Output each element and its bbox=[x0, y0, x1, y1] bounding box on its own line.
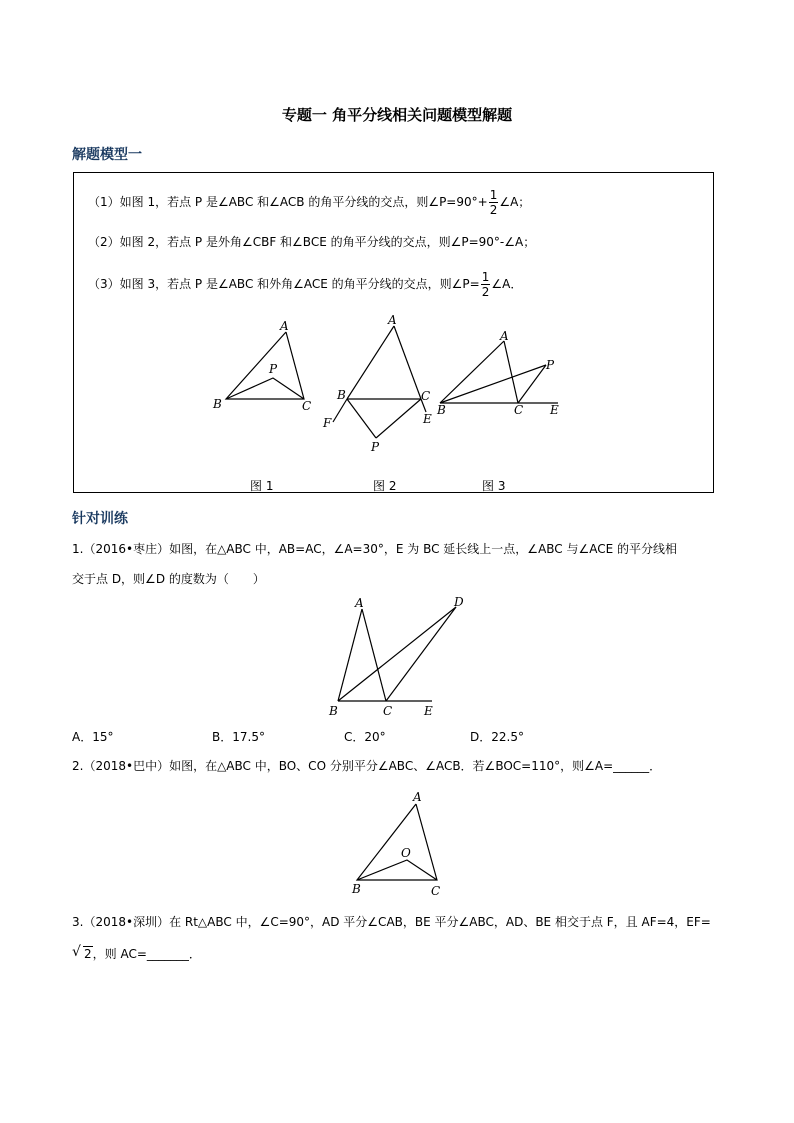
figure-3-caption: 图 3 bbox=[482, 479, 506, 493]
fig3-label-p: P bbox=[546, 358, 555, 372]
fig2-label-a: A bbox=[388, 313, 397, 327]
q1-label-d: D bbox=[454, 595, 464, 609]
q2-label-c: C bbox=[431, 884, 441, 898]
q1-choice-b: B．17.5° bbox=[212, 730, 265, 744]
q1-line-2: 交于点 D，则∠D 的度数为（ ） bbox=[72, 572, 265, 586]
q2-figure bbox=[345, 785, 455, 900]
page-title: 专题一 角平分线相关问题模型解题 bbox=[281, 106, 513, 124]
sqrt-expression bbox=[72, 945, 93, 963]
fig2-label-p: P bbox=[371, 440, 380, 454]
q1-choice-c: C．20° bbox=[344, 730, 386, 744]
q2-label-o: O bbox=[401, 846, 411, 860]
fig3-label-b: B bbox=[437, 403, 446, 417]
q1-choice-a: A．15° bbox=[72, 730, 114, 744]
model-line-3-text: （3）如图 3，若点 P 是∠ABC 和外角∠ACE 的角平分线的交点，则∠P= bbox=[88, 277, 480, 291]
fig2-label-e: E bbox=[423, 412, 432, 426]
fig1-label-b: B bbox=[213, 397, 222, 411]
model-line-1 bbox=[88, 188, 530, 217]
model-line-3 bbox=[88, 270, 522, 299]
fig1-label-p: P bbox=[269, 362, 278, 376]
fraction-denominator: 2 bbox=[489, 203, 498, 217]
section-heading-model: 解题模型一 bbox=[72, 147, 142, 163]
fig2-label-f: F bbox=[323, 416, 332, 430]
section-heading-practice: 针对训练 bbox=[72, 511, 128, 527]
fraction-denominator: 2 bbox=[481, 285, 490, 299]
model-line-2: （2）如图 2，若点 P 是外角∠CBF 和∠BCE 的角平分线的交点，则∠P=90°-∠A； bbox=[88, 235, 536, 249]
fig3-label-e: E bbox=[550, 403, 559, 417]
radicand: 2 bbox=[84, 947, 92, 961]
q3-line-2 bbox=[72, 945, 201, 963]
figure-1-caption: 图 1 bbox=[250, 479, 274, 493]
figure-1 bbox=[226, 332, 304, 399]
fig3-label-a: A bbox=[500, 329, 509, 343]
fraction-numerator: 1 bbox=[489, 188, 498, 202]
q1-label-c: C bbox=[383, 704, 393, 718]
fig1-label-a: A bbox=[280, 319, 289, 333]
model-line-1-tail: ∠A； bbox=[499, 195, 531, 209]
q2-label-b: B bbox=[352, 882, 361, 896]
fig2-label-b: B bbox=[337, 388, 346, 402]
q1-choice-d: D．22.5° bbox=[470, 730, 524, 744]
q1-label-b: B bbox=[329, 704, 338, 718]
q3-line-2-text: ，则 AC=_______． bbox=[92, 947, 201, 961]
figure-2 bbox=[333, 326, 426, 438]
fig3-label-c: C bbox=[514, 403, 524, 417]
model-line-3-tail: ∠A． bbox=[491, 277, 523, 291]
q3-line-1: 3.（2018•深圳）在 Rt△ABC 中，∠C=90°，AD 平分∠CAB，BE 平分∠ABC，AD、BE 相交于点 F，且 AF=4，EF= bbox=[72, 915, 711, 929]
model-line-1-text: （1）如图 1，若点 P 是∠ABC 和∠ACB 的角平分线的交点，则∠P=90°+ bbox=[88, 195, 488, 209]
fraction-numerator: 1 bbox=[481, 270, 490, 284]
fig1-label-c: C bbox=[302, 399, 312, 413]
q1-label-a: A bbox=[355, 596, 364, 610]
radical-sign-icon: √ bbox=[72, 944, 81, 960]
figure-2-caption: 图 2 bbox=[373, 479, 397, 493]
q2-line-1: 2.（2018•巴中）如图，在△ABC 中，BO、CO 分别平分∠ABC、∠ACB．若∠BOC=110°，则∠A=______． bbox=[72, 759, 662, 773]
q1-figure bbox=[320, 590, 480, 720]
q1-line-1: 1.（2016•枣庄）如图，在△ABC 中，AB=AC，∠A=30°，E 为 BC 延长线上一点，∠ABC 与∠ACE 的平分线相 bbox=[72, 542, 678, 556]
q2-label-a: A bbox=[413, 790, 422, 804]
figure-3 bbox=[440, 341, 558, 403]
fig2-label-c: C bbox=[421, 389, 431, 403]
q1-label-e: E bbox=[424, 704, 433, 718]
fraction-one-half bbox=[481, 270, 491, 299]
model-figures bbox=[200, 310, 580, 470]
fraction-one-half bbox=[489, 188, 499, 217]
